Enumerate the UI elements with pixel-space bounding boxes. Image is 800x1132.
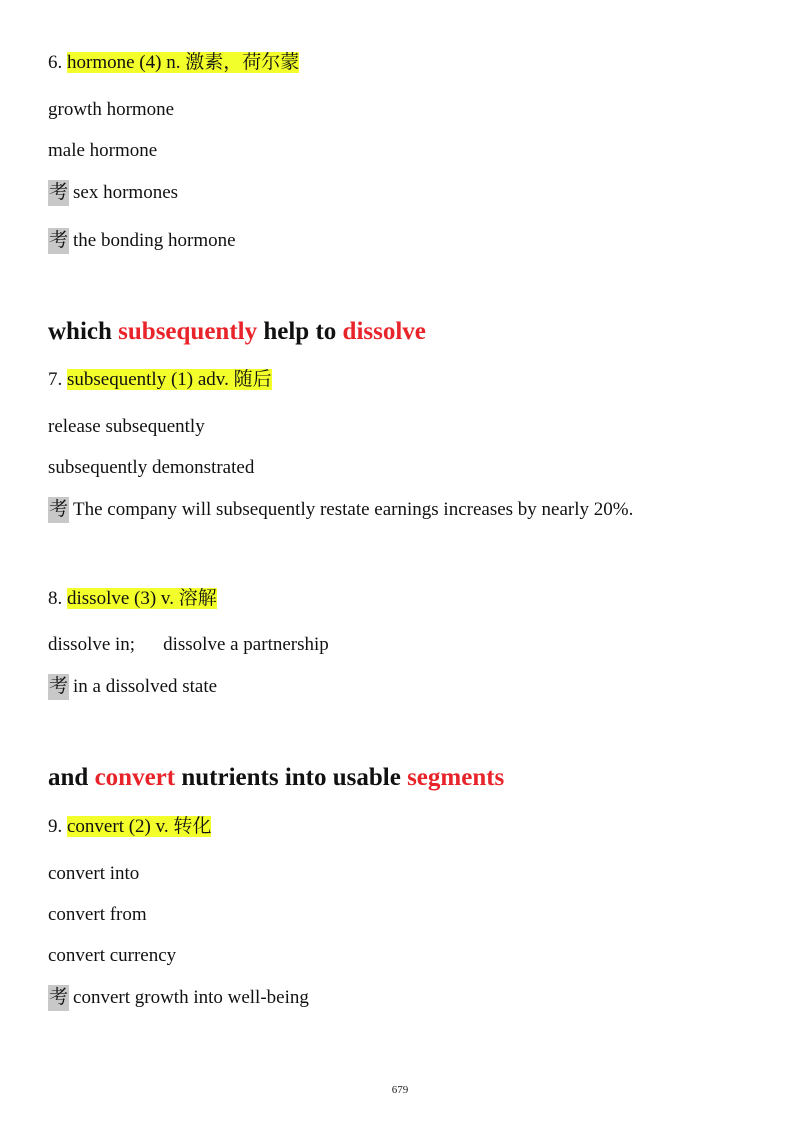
page-number: 679: [391, 1084, 409, 1096]
phrase: convert from: [48, 904, 147, 925]
phrase: growth hormone: [48, 99, 175, 120]
entry-7-headline: [48, 367, 272, 393]
phrase: dissolve a partnership: [163, 634, 329, 655]
exam-text: in a dissolved state: [73, 676, 218, 697]
phrase: dissolve in;: [48, 634, 136, 655]
highlighted-headword: convert (2) v. 转化: [67, 816, 212, 837]
entry-8-headline: [48, 586, 217, 612]
heading-keyword: subsequently: [118, 318, 258, 345]
phrase: male hormone: [48, 140, 158, 161]
sentence-heading: [48, 316, 426, 348]
exam-text: sex hormones: [73, 182, 179, 203]
entry-number: 6.: [48, 52, 63, 73]
exam-example: [48, 228, 236, 254]
exam-marker-icon: 考: [48, 674, 69, 700]
exam-marker-icon: 考: [48, 497, 69, 523]
entry-6-headline: [48, 50, 299, 76]
highlighted-headword: dissolve (3) v. 溶解: [67, 588, 217, 609]
exam-marker-icon: 考: [48, 985, 69, 1011]
heading-word: help to: [263, 318, 337, 345]
exam-text: the bonding hormone: [73, 230, 236, 251]
exam-example: [48, 180, 178, 206]
entry-number: 8.: [48, 588, 63, 609]
exam-example: [48, 985, 309, 1011]
phrase: subsequently demonstrated: [48, 457, 255, 478]
sentence-heading: [48, 762, 504, 794]
heading-word: and: [48, 764, 89, 791]
heading-word: nutrients into usable: [181, 764, 401, 791]
exam-marker-icon: 考: [48, 228, 69, 254]
heading-keyword: segments: [407, 764, 505, 791]
phrase: release subsequently: [48, 416, 205, 437]
entry-number: 7.: [48, 369, 63, 390]
entry-number: 9.: [48, 816, 63, 837]
highlighted-headword: hormone (4) n. 激素，荷尔蒙: [67, 52, 300, 73]
phrase: convert currency: [48, 945, 177, 966]
entry-9-headline: [48, 814, 211, 840]
highlighted-headword: subsequently (1) adv. 随后: [67, 369, 272, 390]
exam-example: [48, 497, 633, 523]
phrase: convert into: [48, 863, 140, 884]
phrase-row: [48, 632, 329, 658]
heading-keyword: dissolve: [342, 318, 426, 345]
exam-example: [48, 674, 217, 700]
heading-keyword: convert: [94, 764, 176, 791]
exam-text: The company will subsequently restate earnings increases by nearly 20%.: [73, 499, 634, 520]
heading-word: which: [48, 318, 112, 345]
exam-text: convert growth into well-being: [73, 987, 309, 1008]
exam-marker-icon: 考: [48, 180, 69, 206]
